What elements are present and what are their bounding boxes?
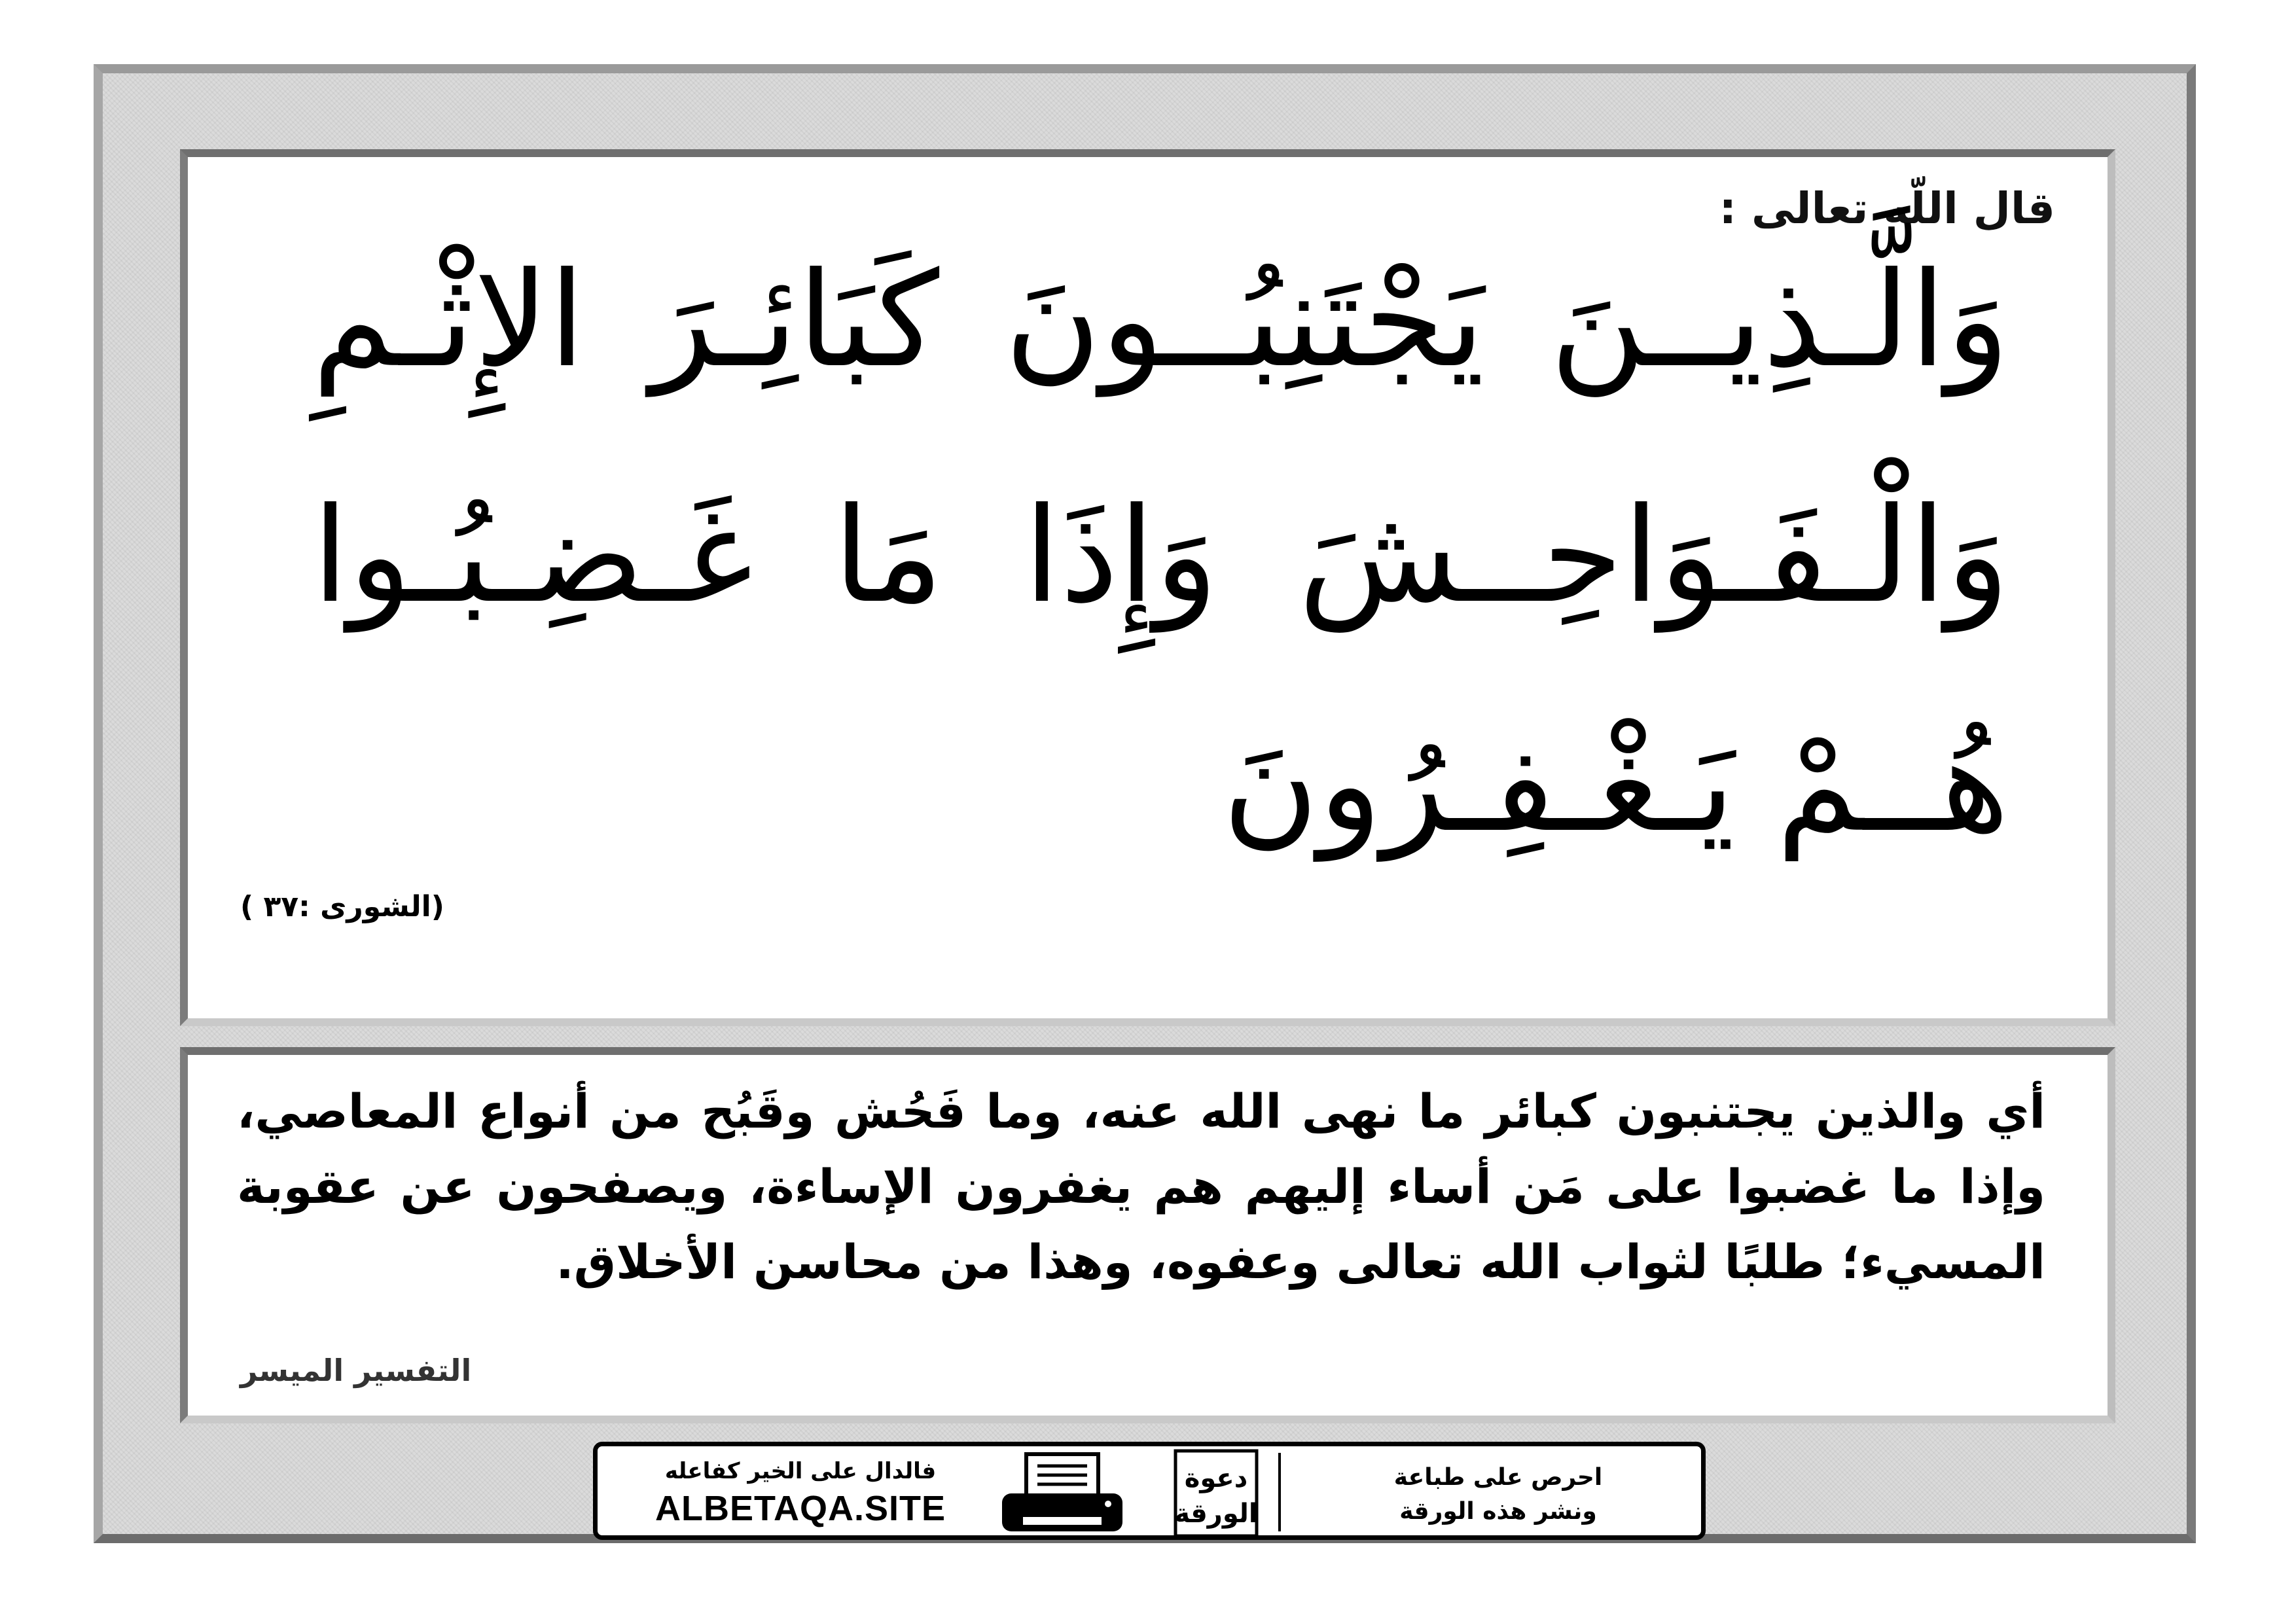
tafsir-source: التفسير الميسر — [240, 1353, 472, 1388]
verse-intro: قال اللّه تعالى : — [1719, 183, 2055, 234]
printer-icon — [997, 1452, 1128, 1535]
footer-banner — [593, 1442, 1706, 1540]
footer-divider — [1278, 1453, 1281, 1531]
verse-line-3: هُــمْ يَـغْـفِـرُونَ — [1222, 709, 2009, 861]
logo-text-1: دعوة — [1184, 1463, 1248, 1493]
tafsir-panel — [180, 1047, 2115, 1423]
appeal-line-2: ونشر هذه الورقة — [1399, 1498, 1597, 1525]
tafsir-line-3: المسيء؛ طلبًا لثواب الله تعالى وعفوه، وهذا من محاسن الأخلاق. — [556, 1234, 2045, 1289]
verse-panel — [180, 149, 2115, 1026]
dawa-logo — [1174, 1449, 1259, 1538]
appeal-line-1: احرص على طباعة — [1393, 1464, 1603, 1491]
tafsir-line-2: وإذا ما غضبوا على مَن أساء إليهم هم يغفرون الإساءة، ويصفحون عن عقوبة — [237, 1159, 2045, 1214]
verse-line-1: وَالَّـذِيــنَ يَجْتَنِبُــونَ كَبَائِـرَ الإِثْـمِ — [312, 244, 2009, 397]
footer-tagline: فالدال على الخير كفاعله — [664, 1458, 937, 1484]
footer-site-link[interactable]: ALBETAQA.SITE — [655, 1489, 946, 1528]
logo-text-2: الورقة — [1174, 1499, 1258, 1529]
tafsir-line-1: أي والذين يجتنبون كبائر ما نهى الله عنه، وما فَحُش وقَبُح من أنواع المعاصي، — [237, 1084, 2045, 1139]
footer-site-block — [617, 1458, 984, 1529]
verse-line-2: وَالْـفَـوَاحِــشَ وَإِذَا مَا غَـضِـبُـوا — [312, 480, 2009, 632]
verse-reference: (الشورى :٣٧ ) — [240, 890, 444, 923]
footer-appeal — [1315, 1461, 1681, 1529]
